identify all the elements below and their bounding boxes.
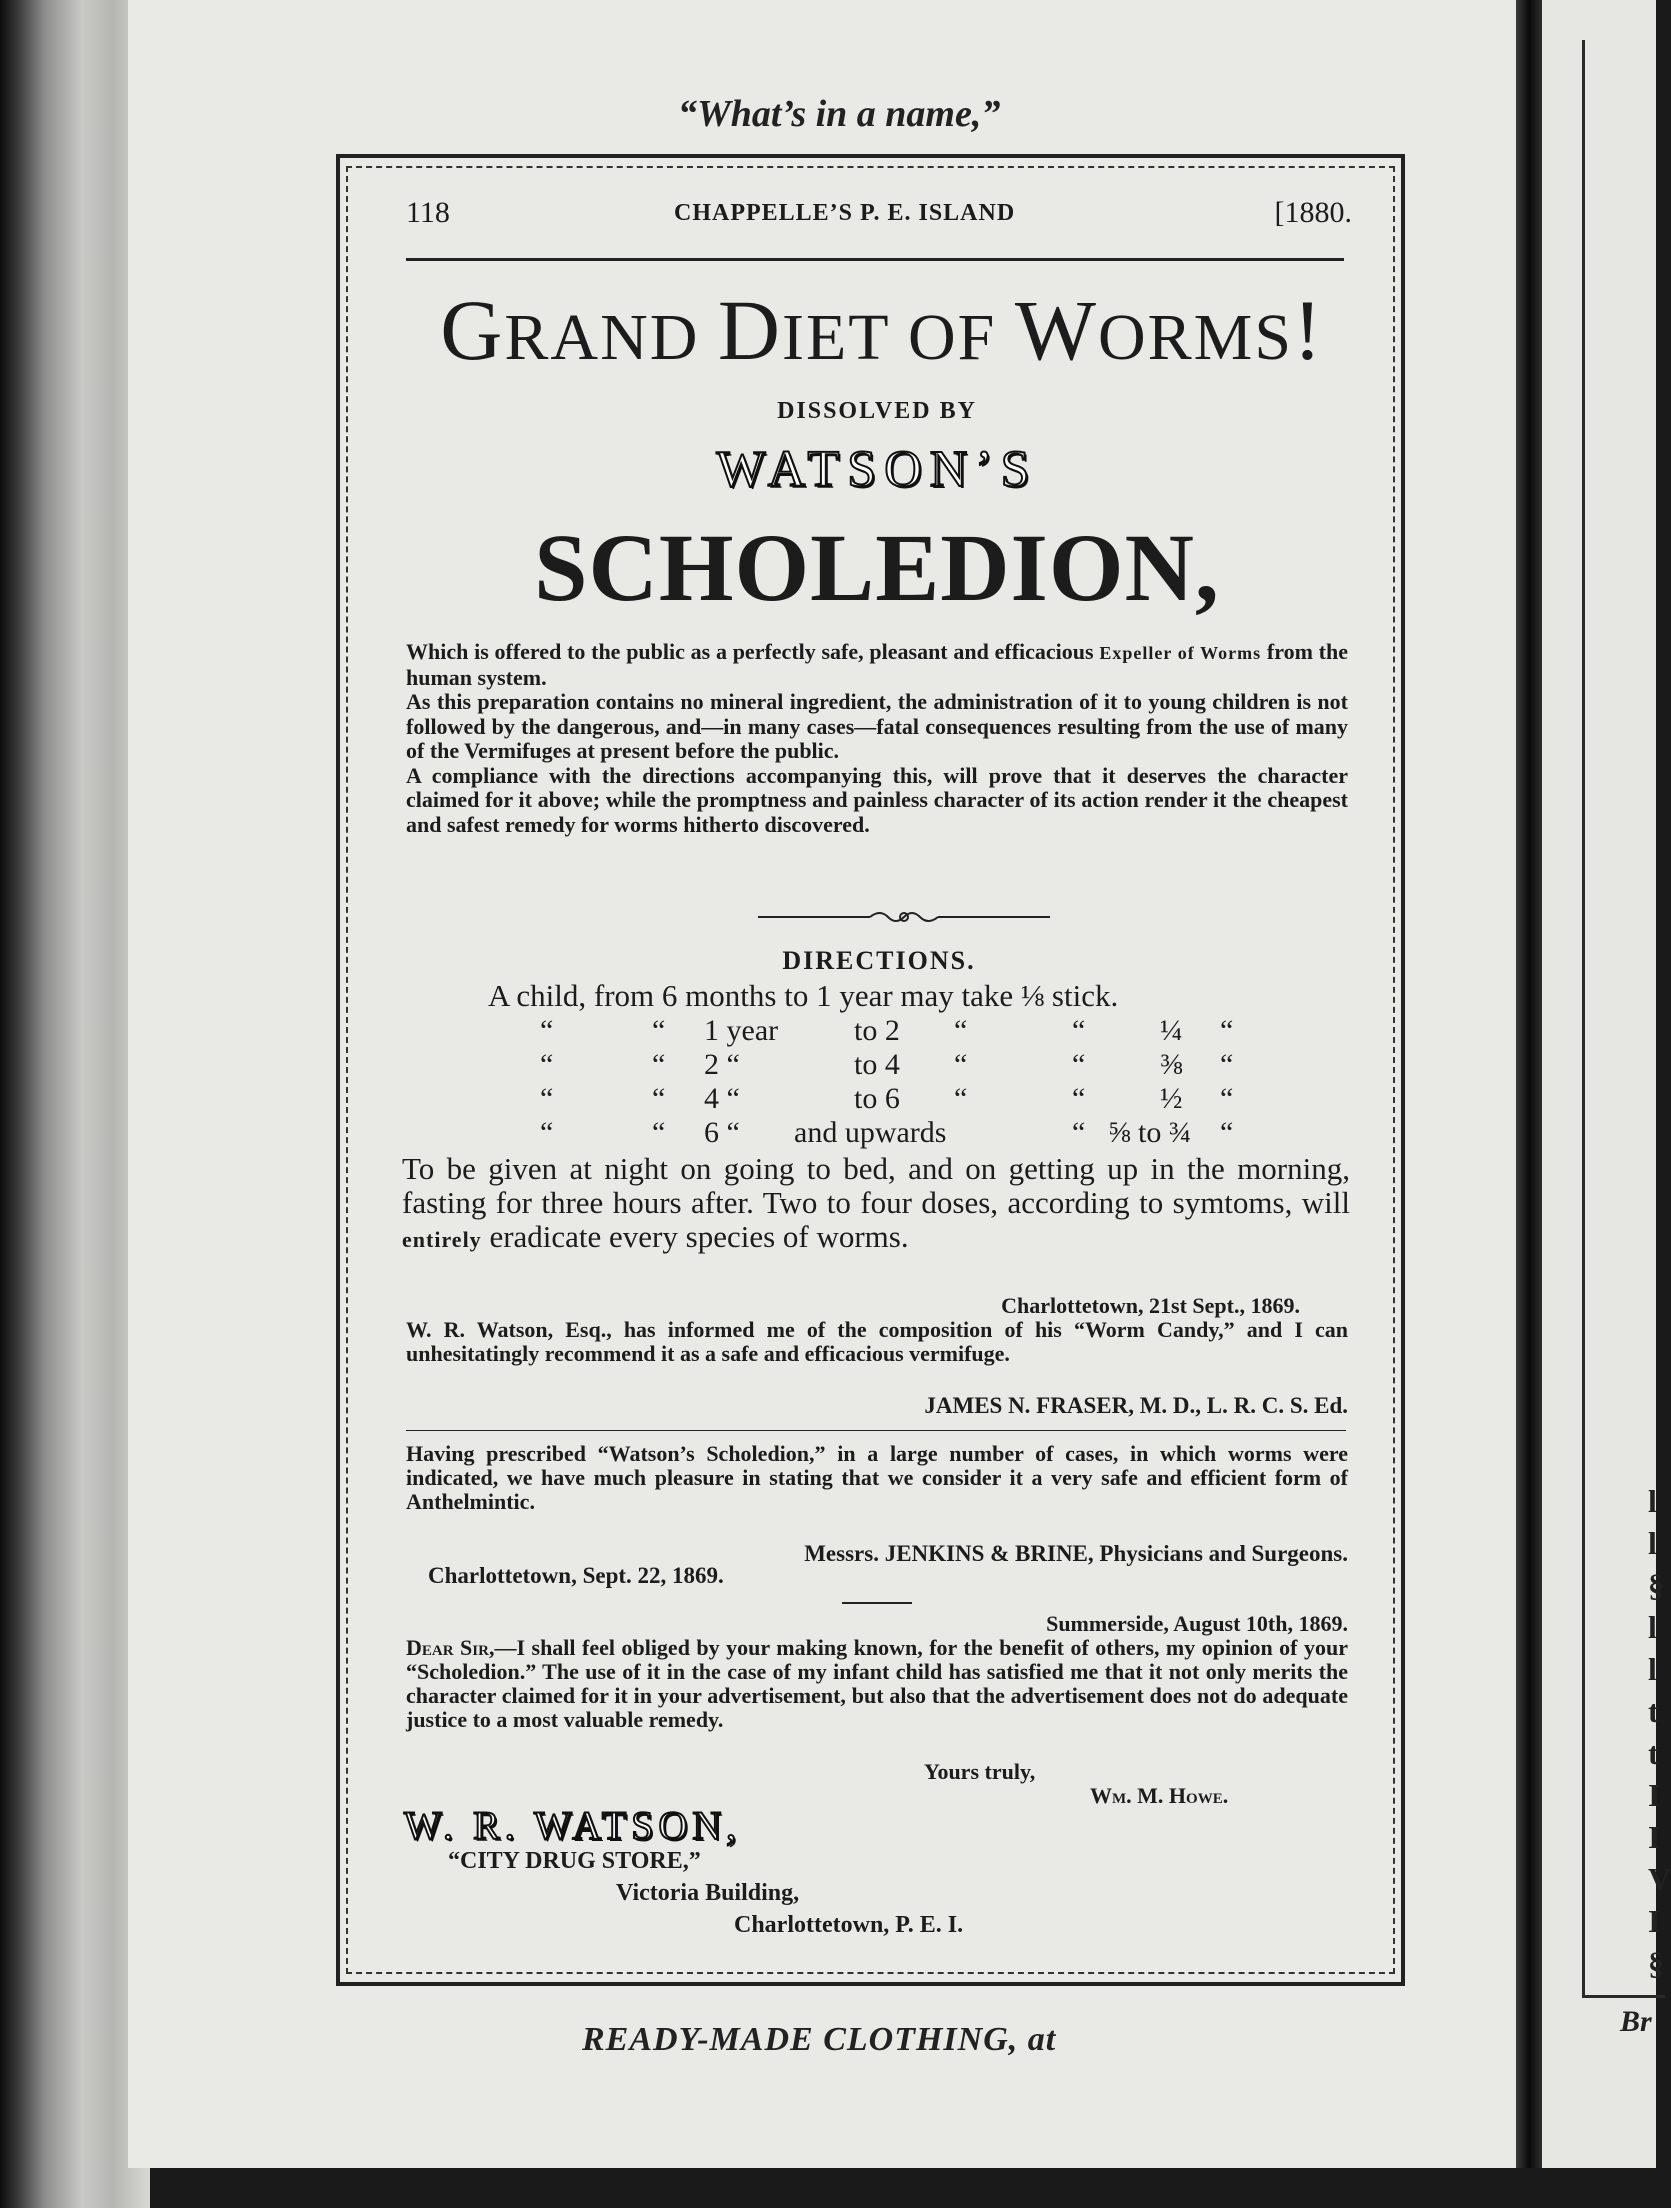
page-running-title: CHAPPELLE’S P. E. ISLAND <box>674 200 1016 226</box>
ornament-rule <box>758 907 1050 927</box>
testimonial-3-dateline: Summerside, August 10th, 1869. <box>1046 1611 1348 1636</box>
testimonial-2-text: Having prescribed “Watson’s Scholedion,” in a large number of cases, in which worms were indicated, we have much pleasure in stating that we consider it a very safe and efficient form of Anthelmintic. <box>406 1441 1348 1514</box>
running-foot: READY-MADE CLOTHING, at <box>582 2021 1057 2058</box>
merchant-city: Charlottetown, P. E. I. <box>734 1912 964 1938</box>
page-number: 118 <box>406 196 450 229</box>
testimonial-1-dateline: Charlottetown, 21st Sept., 1869. <box>1001 1293 1300 1318</box>
testimonial-1-signature: JAMES N. FRASER, M. D., L. R. C. S. Ed. <box>924 1393 1348 1418</box>
dose-first-line: A child, from 6 months to 1 year may take ⅛ stick. <box>488 978 1119 1013</box>
testimonial-3-signature: Wm. M. Howe. <box>1090 1783 1229 1808</box>
product-name: SCHOLEDION, <box>534 514 1220 621</box>
book-gutter <box>1516 0 1542 2168</box>
header-rule <box>406 258 1344 261</box>
divider <box>406 1430 1346 1431</box>
testimonial-3-closing: Yours truly, <box>924 1759 1036 1784</box>
testimonial-2-dateline: Charlottetown, Sept. 22, 1869. <box>428 1563 724 1588</box>
merchant-building: Victoria Building, <box>616 1880 800 1906</box>
ad-headline: GRAND DIET OF WORMS! <box>440 282 1324 378</box>
intro-paragraph-2: As this preparation contains no mineral ingredient, the administration of it to young children is not followed by the dangerous, and—in many cases—fatal consequences resulting from the use of many of the Vermifuges at present before the public. <box>406 689 1348 763</box>
adjacent-page-letters: l l § l l t t I I V I § <box>1648 1483 1671 1981</box>
usage-instructions: To be given at night on going to bed, and on getting up in the morning, fasting for three hours after. Two to four doses, according to symtoms, will entirely eradicate every species of worms. <box>402 1151 1350 1254</box>
merchant-name: W. R. WATSON, <box>404 1803 742 1848</box>
testimonial-1-text: W. R. Watson, Esq., has informed me of the composition of his “Worm Candy,” and I can unhesitatingly recommend it as a safe and efficacious vermifuge. <box>406 1317 1348 1366</box>
dissolved-by: DISSOLVED BY <box>777 398 977 424</box>
short-divider <box>842 1602 912 1604</box>
testimonial-3-text: Dear Sir,—I shall feel obliged by your making known, for the benefit of others, my opinion of your “Scholedion.” The use of it in the case of my infant child has satisfied me that it not only merits the character claimed for it in your advertisement, but also that the advertisement does not do adequate justice to a most valuable remedy. <box>406 1635 1348 1732</box>
page-header <box>406 196 1352 242</box>
running-head: “What’s in a name,” <box>678 93 1001 135</box>
merchant-store: “CITY DRUG STORE,” <box>448 1848 701 1874</box>
brand-name: WATSON’S <box>716 441 1038 498</box>
ad-intro <box>406 640 1348 837</box>
directions-heading: DIRECTIONS. <box>782 946 976 975</box>
testimonial-2-signature: Messrs. JENKINS & BRINE, Physicians and Surgeons. <box>804 1541 1348 1566</box>
intro-paragraph-1: Which is offered to the public as a perfectly safe, pleasant and efficacious Expeller of Worms from the human system. <box>406 639 1348 690</box>
adjacent-page-fragment: Br <box>1620 2005 1652 2038</box>
page-year: [1880. <box>1274 196 1352 229</box>
intro-paragraph-3: A compliance with the directions accompanying this, will prove that it deserves the character claimed for it above; while the promptness and painless character of its action render it the cheapest and safest remedy for worms hitherto discovered. <box>406 762 1348 837</box>
